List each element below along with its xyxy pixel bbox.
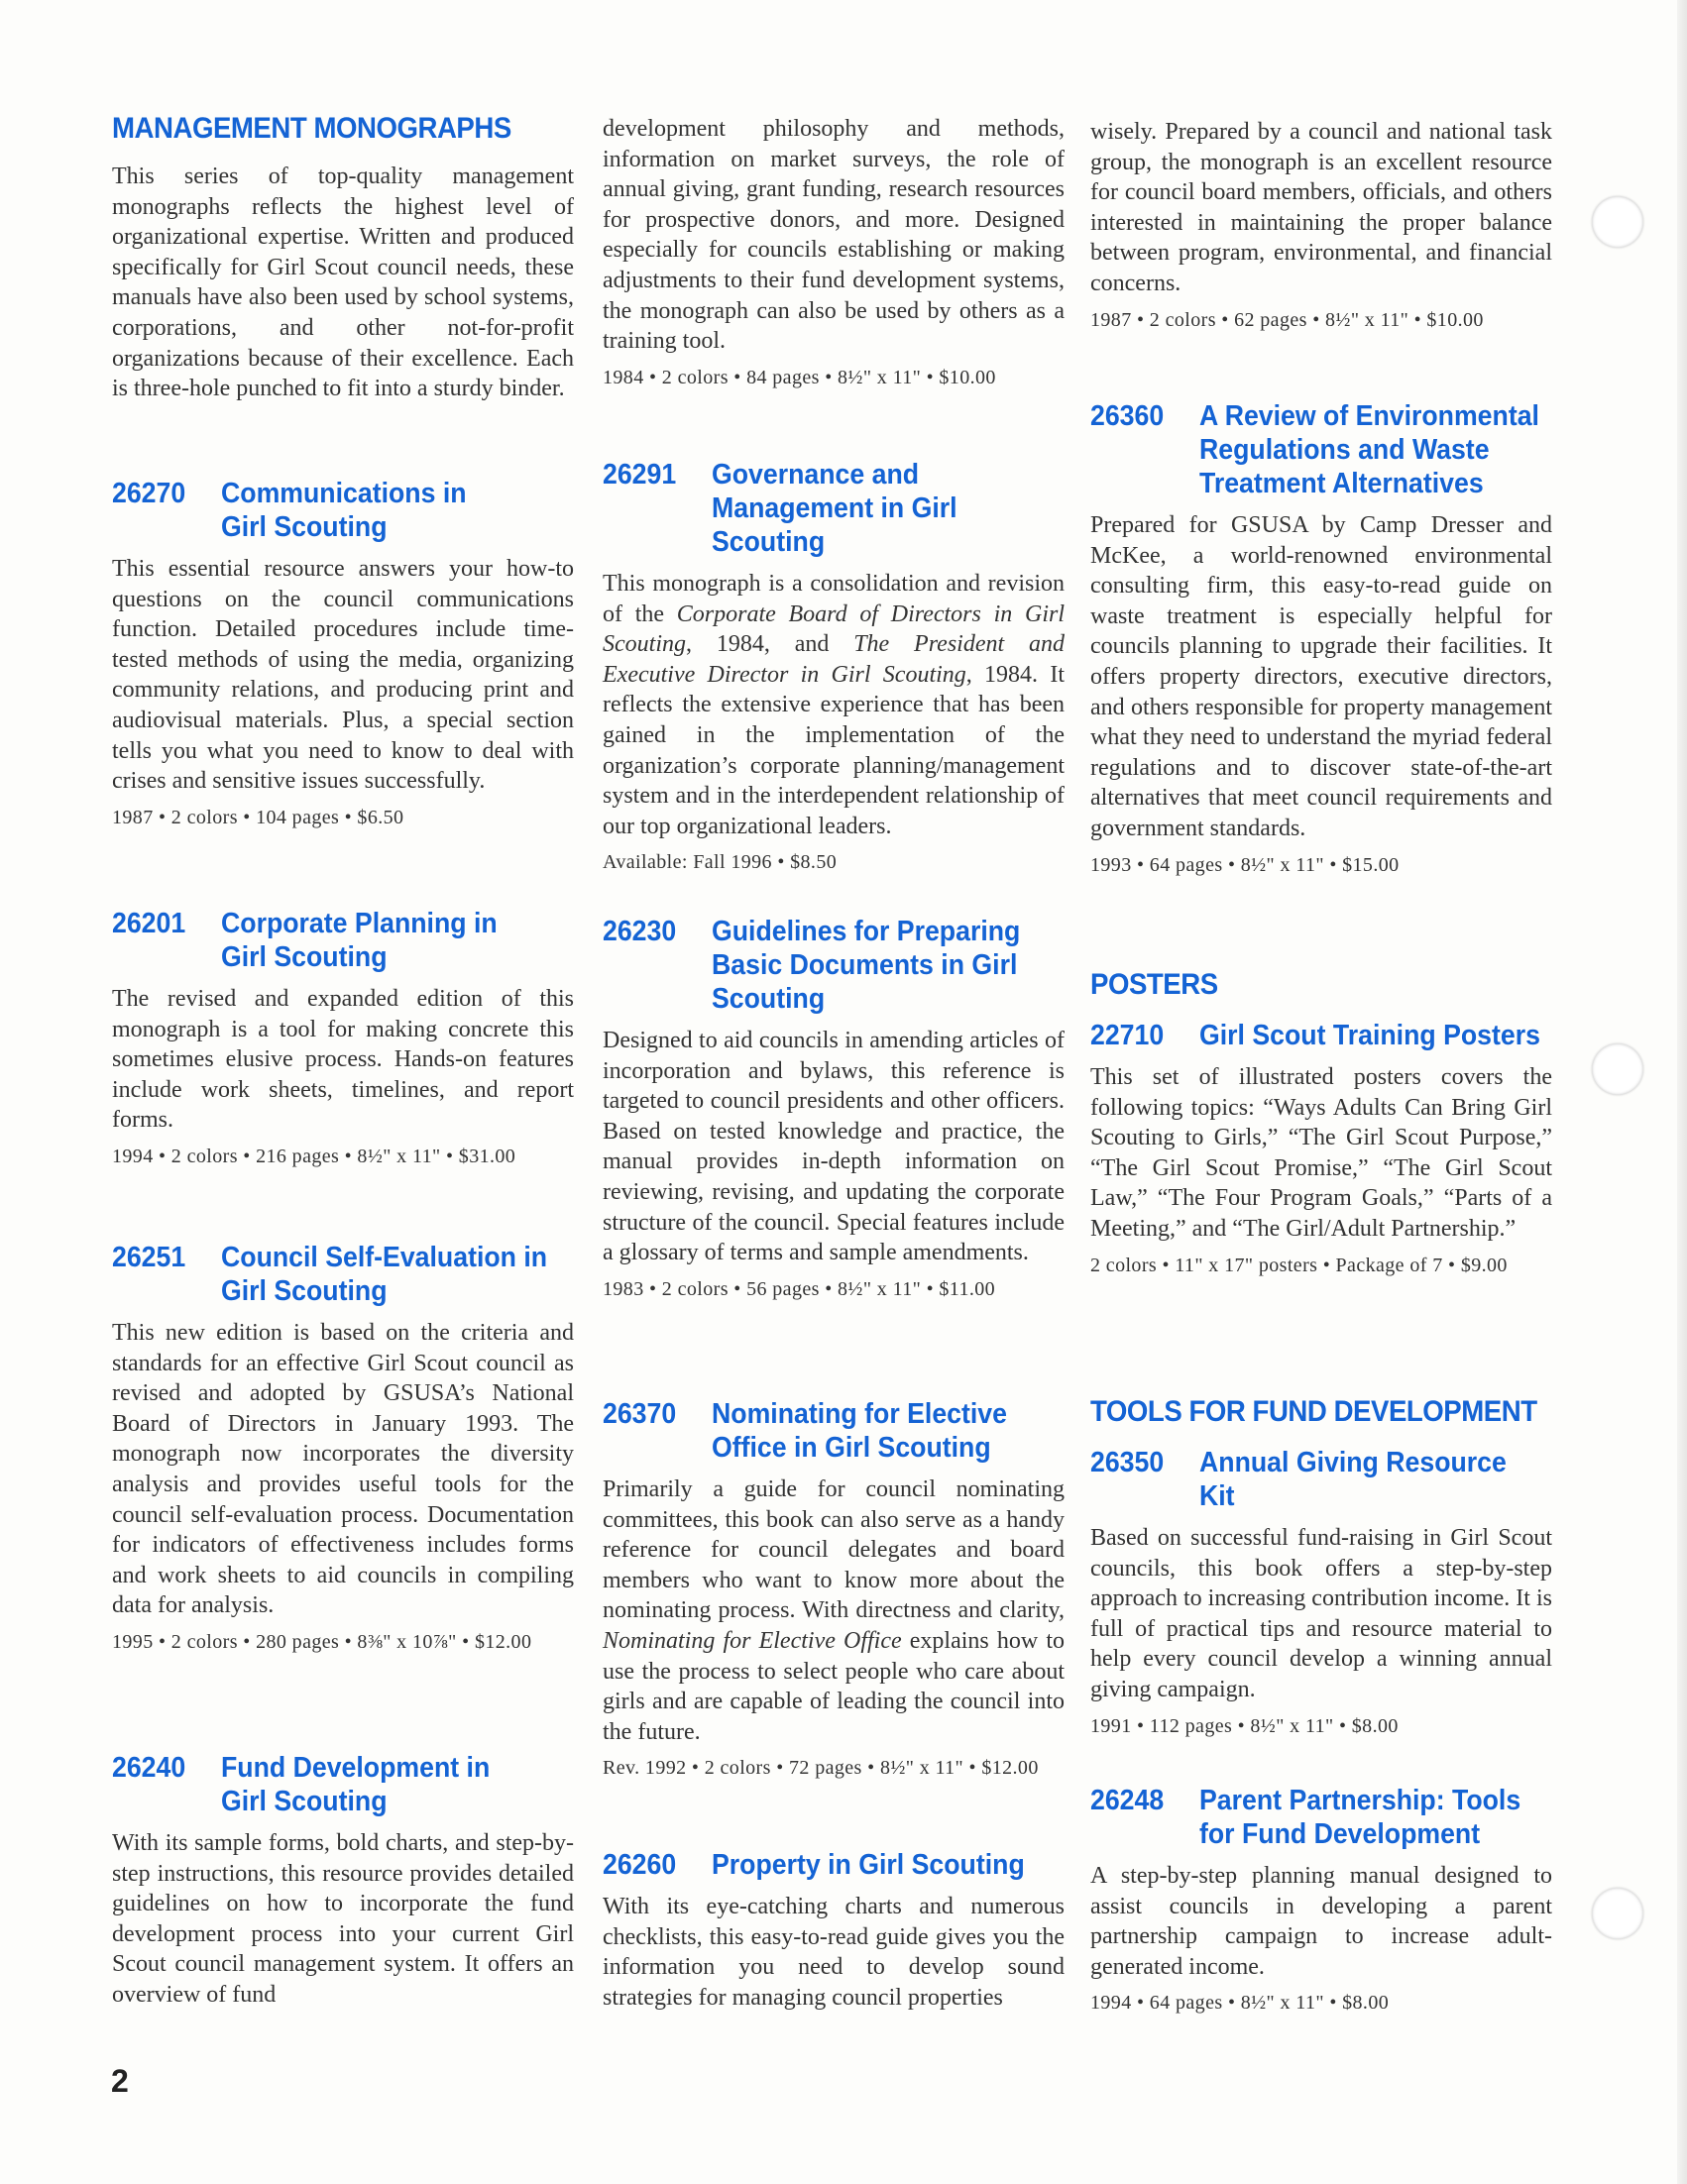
catalog-item <box>603 1848 1065 2013</box>
item-title-line: Girl Scouting <box>221 1786 388 1817</box>
item-title-line: Office in Girl Scouting <box>712 1432 991 1464</box>
item-title-line: Regulations and Waste <box>1199 434 1490 466</box>
item-number: 26350 <box>1090 1447 1165 1478</box>
item-number: 26251 <box>112 1242 186 1273</box>
item-description <box>112 162 574 404</box>
catalog-item <box>1090 399 1552 878</box>
item-number: 26360 <box>1090 400 1165 432</box>
item-title <box>1199 1784 1524 1851</box>
punch-hole <box>1592 1888 1643 1939</box>
item-title-line: A Review of Environmental <box>1199 400 1539 432</box>
item-description <box>112 554 574 797</box>
text-segment: A step-by-step planning manual designed to assist councils in developing a parent partnership campaign to increase adult-generated income. <box>1090 1863 1552 1980</box>
item-title-line: Nominating for Elective <box>712 1398 1007 1430</box>
item-heading <box>112 1241 574 1308</box>
category-heading: POSTERS <box>1090 968 1218 1001</box>
text-segment: This monograph is a consolidation and revision of the <box>603 571 1065 627</box>
item-description <box>1090 510 1552 844</box>
item-heading <box>603 1397 1065 1465</box>
text-segment: This new edition is based on the criteria and standards for an effective Girl Scout council as revised and adopted by GSUSA’s National Board of Directors in January 1993. The monograph now incorporates the diversity analysis and provides useful tools for the council self-evaluation process. Documentation for indicators of effectiveness includes forms and work sheets to aid councils in compiling data for analysis. <box>112 1320 574 1619</box>
item-title-line: Annual Giving Resource <box>1199 1447 1507 1478</box>
item-title-line: Communications in <box>221 478 467 509</box>
text-segment: Based on successful fund-raising in Girl Scout councils, this book offers a step-by-step approach to increasing contribution income. It is full of practical tips and resource material to help every council develop a winning annual giving campaign. <box>1090 1525 1552 1702</box>
item-heading <box>112 1751 574 1818</box>
punch-hole <box>1592 1043 1643 1095</box>
text-segment: Designed to aid councils in amending articles of incorporation and bylaws, this reference is targeted to council presidents and other officers. Based on tested knowledge and practice, the manual provides in-depth information on reviewing, revising, and updating the corporate structure of the council. Special features include a glossary of terms and sample amendments. <box>603 1028 1065 1266</box>
category-section <box>112 111 574 157</box>
item-title-line: Corporate Planning in <box>221 908 498 939</box>
item-title <box>221 907 546 974</box>
item-number: 26370 <box>603 1398 677 1430</box>
continued-text <box>1090 117 1552 333</box>
item-title <box>712 1397 1037 1465</box>
text-segment: Primarily a guide for council nominating committees, this book can also serve as a handy reference for council delegates and board members who want to know more about the nominating process. With directness and clarity, <box>603 1476 1065 1624</box>
item-details: 1983 • 2 colors • 56 pages • 8½" x 11" • $11.00 <box>603 1277 996 1300</box>
item-details: 1984 • 2 colors • 84 pages • 8½" x 11" • $10.00 <box>603 366 996 388</box>
item-title <box>1199 399 1539 500</box>
item-title <box>221 477 546 544</box>
item-title-line: for Fund Development <box>1199 1818 1481 1850</box>
item-title <box>221 1751 546 1818</box>
text-segment: With its eye-catching charts and numerous checklists, this easy-to-read guide gives you the information you need to develop sound strategies for managing council properties <box>603 1894 1065 2011</box>
catalog-item <box>603 915 1065 1302</box>
item-details: Rev. 1992 • 2 colors • 72 pages • 8½" x 11" • $12.00 <box>603 1757 1039 1780</box>
item-title <box>712 458 1037 559</box>
text-segment: Corporate Board of Directors in Girl Scouting <box>603 601 1066 658</box>
item-heading <box>603 458 1065 559</box>
item-title-line: Kit <box>1199 1480 1235 1512</box>
item-title-line: Girl Scouting <box>221 511 388 543</box>
text-segment: , 1984, and <box>686 631 854 658</box>
item-description <box>603 1474 1065 1747</box>
item-description <box>603 1026 1065 1268</box>
item-number: 26291 <box>603 459 677 491</box>
catalog-item <box>603 458 1065 875</box>
catalog-item <box>112 1751 574 2011</box>
catalog-item <box>1090 1446 1552 1739</box>
item-number: 26230 <box>603 916 677 947</box>
item-details: 1991 • 112 pages • 8½" x 11" • $8.00 <box>1090 1714 1399 1737</box>
item-heading <box>112 477 574 544</box>
category-heading: TOOLS FOR FUND DEVELOPMENT <box>1090 1395 1537 1428</box>
catalog-item <box>112 477 574 830</box>
item-title-line: Fund Development in <box>221 1752 491 1784</box>
item-number: 26270 <box>112 478 186 509</box>
text-segment: , 1984. It reflects the extensive experience that has been gained in the implementation of the organization’s corporate planning/management system and in the interdependent relationship of our top organizational leaders. <box>603 661 1065 839</box>
item-description <box>1090 1861 1552 1982</box>
item-heading <box>1090 1446 1552 1513</box>
item-number: 26240 <box>112 1752 186 1784</box>
text-segment: With its sample forms, bold charts, and step-by-step instructions, this resource provides detailed guidelines on how to incorporate the fund development process into your current Girl Scout council management system. It offers an overview of fund <box>112 1830 574 2008</box>
item-title-line: Treatment Alternatives <box>1199 468 1484 499</box>
item-heading <box>1090 1784 1552 1851</box>
item-title-line: Council Self-Evaluation in <box>221 1242 548 1273</box>
item-details: 1995 • 2 colors • 280 pages • 8⅜" x 10⅞" • $12.00 <box>112 1630 532 1653</box>
text-segment: This series of top-quality management monographs reflects the highest level of organizational expertise. Written and produced specifically for Girl Scout council needs, these manuals have also been used by school systems, corporations, and other not-for-profit organizations because of their excellence. Each is three-hole punched to fit into a sturdy binder. <box>112 164 574 402</box>
continued-text <box>112 162 574 404</box>
item-title-line: Guidelines for Preparing <box>712 916 1021 947</box>
item-title-line: Girl Scout Training Posters <box>1199 1020 1540 1051</box>
item-title <box>712 915 1037 1016</box>
punch-hole <box>1592 196 1643 248</box>
item-title-line: Management in Girl <box>712 492 957 524</box>
item-description <box>603 569 1065 841</box>
item-heading <box>1090 399 1552 500</box>
item-title <box>1199 1446 1524 1513</box>
text-segment: This set of illustrated posters covers the following topics: “Ways Adults Can Bring Girl Scouting to Girls,” “The Girl Scout Purpose,” “The Girl Scout Promise,” “The Girl Scout Law,” “The Four Program Goals,” “Parts of a Meeting,” and “The Girl/Adult Partnership.” <box>1090 1064 1552 1242</box>
text-segment: This essential resource answers your how-to questions on the council communications function. Detailed procedures include time-tested methods of using the media, organizing community relations, and producing print and audiovisual materials. Plus, a special section tells you what you need to know to deal with crises and sensitive issues successfully. <box>112 556 574 795</box>
catalog-item <box>112 1241 574 1655</box>
text-segment: The revised and expanded edition of this monograph is a tool for making concrete this sometimes elusive process. Hands-on features include work sheets, timelines, and report forms. <box>112 986 574 1134</box>
item-description <box>112 1318 574 1621</box>
item-heading <box>1090 1019 1552 1052</box>
item-description <box>112 1828 574 2011</box>
item-number: 22710 <box>1090 1020 1165 1051</box>
item-title-line: Girl Scouting <box>221 1275 388 1307</box>
item-title-line: Girl Scouting <box>221 941 388 973</box>
item-title-line: Scouting <box>712 526 826 558</box>
text-segment: Nominating for Elective Office <box>603 1627 902 1654</box>
catalog-item <box>1090 1784 1552 2016</box>
item-title-line: Governance and <box>712 459 920 491</box>
text-segment: The President and Executive Director in Girl Scouting <box>603 631 1065 688</box>
item-title <box>1199 1019 1540 1052</box>
item-title <box>221 1241 547 1308</box>
item-title-line: Property in Girl Scouting <box>712 1849 1025 1881</box>
item-description <box>112 984 574 1136</box>
item-details: 1993 • 64 pages • 8½" x 11" • $15.00 <box>1090 853 1400 876</box>
continued-text <box>603 114 1065 390</box>
text-segment: Prepared for GSUSA by Camp Dresser and McKee, a world-renowned environmental consulting firm, this easy-to-read guide on waste treatment is especially helpful for councils planning to upgrade their facilities. It offers property directors, executive directors, and others responsible for property management what they need to understand the myriad federal regulations and to discover state-of-the-art alternatives that meet council requirements and government standards. <box>1090 512 1552 841</box>
category-section <box>1090 1394 1552 1440</box>
item-heading <box>603 915 1065 1016</box>
item-details: Available: Fall 1996 • $8.50 <box>603 851 838 874</box>
item-details: 1994 • 64 pages • 8½" x 11" • $8.00 <box>1090 1992 1390 2015</box>
item-title-line: Basic Documents in Girl <box>712 949 1018 981</box>
text-segment: explains how to use the process to select people who care about girls and are capable of leading the council into the future. <box>603 1627 1065 1745</box>
item-description <box>1090 1523 1552 1705</box>
item-description <box>603 114 1065 357</box>
item-description <box>603 1892 1065 2013</box>
item-title-line: Scouting <box>712 983 826 1015</box>
catalog-item <box>112 907 574 1169</box>
catalog-item <box>603 1397 1065 1781</box>
item-heading <box>603 1848 1065 1882</box>
item-details: 1994 • 2 colors • 216 pages • 8½" x 11" • $31.00 <box>112 1145 516 1167</box>
page-number: 2 <box>111 2063 129 2099</box>
item-description <box>1090 1062 1552 1245</box>
category-heading: MANAGEMENT MONOGRAPHS <box>112 112 511 145</box>
item-title <box>712 1848 1037 1882</box>
text-segment: wisely. Prepared by a council and national task group, the monograph is an excellent resource for council board members, officials, and others interested in maintaining the proper balance between program, environmental, and financial concerns. <box>1090 119 1552 296</box>
item-number: 26201 <box>112 908 186 939</box>
item-details: 2 colors • 11" x 17" posters • Package of 7 • $9.00 <box>1090 1254 1508 1276</box>
item-heading <box>112 907 574 974</box>
page-edge <box>1677 0 1687 2184</box>
text-segment: development philosophy and methods, information on market surveys, the role of annual giving, grant funding, research resources for prospective donors, and more. Designed especially for councils establishing or making adjustments to their fund development systems, the monograph can also be used by others as a training tool. <box>603 116 1065 355</box>
category-section <box>1090 967 1552 1013</box>
item-title-line: Parent Partnership: Tools <box>1199 1785 1521 1816</box>
item-number: 26248 <box>1090 1785 1165 1816</box>
item-details: 1987 • 2 colors • 62 pages • 8½" x 11" • $10.00 <box>1090 308 1484 331</box>
catalog-item <box>1090 1019 1552 1278</box>
item-description <box>1090 117 1552 299</box>
item-details: 1987 • 2 colors • 104 pages • $6.50 <box>112 806 404 828</box>
item-number: 26260 <box>603 1849 677 1881</box>
